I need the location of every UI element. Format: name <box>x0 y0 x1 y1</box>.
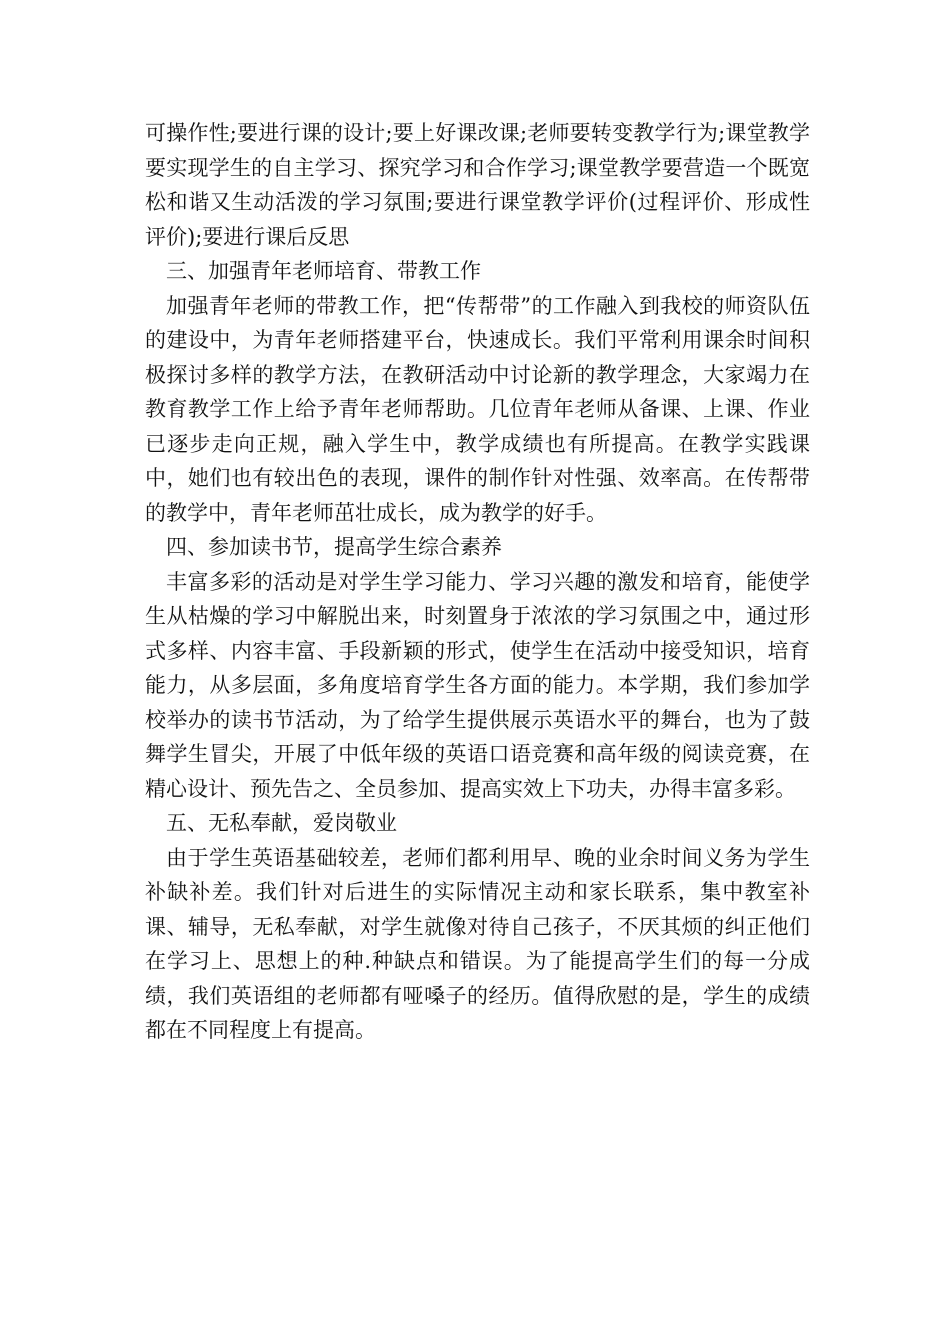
section-heading-4: 四、参加读书节，提高学生综合素养 <box>166 535 502 559</box>
document-page <box>145 116 810 1048</box>
section-heading-3: 三、加强青年老师培育、带教工作 <box>166 259 481 283</box>
section-body-5: 由于学生英语基础较差，老师们都利用早、晚的业余时间义务为学生补缺补差。我们针对后进生的实际情况主动和家长联系，集中教室补课、辅导，无私奉献，对学生就像对待自己孩子，不厌其烦的纠正他们在学习上、思想上的种.种缺点和错误。为了能提高学生们的每一分成绩，我们英语组的老师都有哑嗓子的经历。值得欣慰的是，学生的成绩都在不同程度上有提高。 <box>145 845 810 1042</box>
section-body-4: 丰富多彩的活动是对学生学习能力、学习兴趣的激发和培育，能使学生从枯燥的学习中解脱出来，时刻置身于浓浓的学习氛围之中，通过形式多样、内容丰富、手段新颖的形式，使学生在活动中接受知识，培育能力，从多层面，多角度培育学生各方面的能力。本学期，我们参加学校举办的读书节活动，为了给学生提供展示英语水平的舞台，也为了鼓舞学生冒尖，开展了中低年级的英语口语竞赛和高年级的阅读竞赛，在精心设计、预先告之、全员参加、提高实效上下功夫，办得丰富多彩。 <box>145 569 810 801</box>
intro-paragraph: 可操作性;要进行课的设计;要上好课改课;老师要转变教学行为;课堂教学要实现学生的自主学习、探究学习和合作学习;课堂教学要营造一个既宽松和谐又生动活泼的学习氛围;要进行课堂教学评价(过程评价、形成性评价);要进行课后反思 <box>145 121 810 249</box>
section-heading-5: 五、无私奉献，爱岗敬业 <box>166 811 397 835</box>
section-body-3: 加强青年老师的带教工作，把“传帮带”的工作融入到我校的师资队伍的建设中，为青年老师搭建平台，快速成长。我们平常利用课余时间积极探讨多样的教学方法，在教研活动中讨论新的教学理念，大家竭力在教育教学工作上给予青年老师帮助。几位青年老师从备课、上课、作业已逐步走向正规，融入学生中，教学成绩也有所提高。在教学实践课中，她们也有较出色的表现，课件的制作针对性强、效率高。在传帮带的教学中，青年老师茁壮成长，成为教学的好手。 <box>145 293 810 525</box>
